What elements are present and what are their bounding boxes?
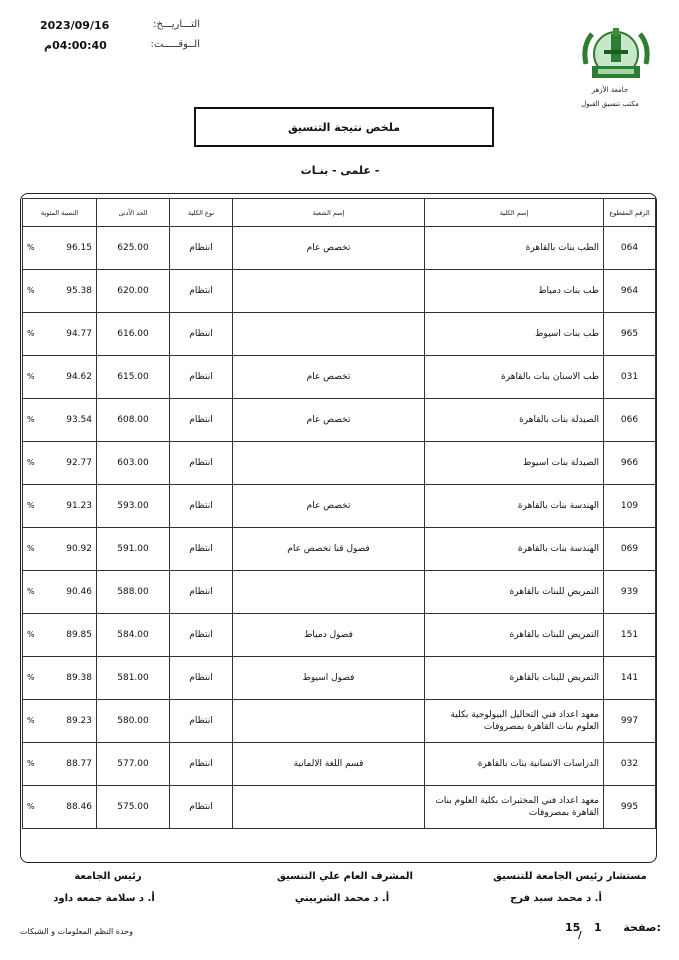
row-min-score: 581.00: [97, 657, 170, 700]
president-title: رئيس الجامعة: [74, 871, 142, 882]
supervisor-title: المشرف العام علي التنسيق: [277, 871, 413, 882]
row-faculty: الهندسة بنات بالقاهرة: [425, 485, 604, 528]
row-percentage-value: 93.54: [66, 415, 92, 425]
row-percentage: [23, 657, 97, 700]
row-code: 997: [604, 700, 656, 743]
row-code: 109: [604, 485, 656, 528]
report-subtitle: - علمى - بنـات: [300, 164, 380, 177]
row-percentage-sign: %: [27, 372, 35, 381]
row-faculty: الهندسة بنات بالقاهرة: [425, 528, 604, 571]
row-percentage-value: 89.85: [66, 630, 92, 640]
table-row: [23, 657, 656, 700]
table-body: [23, 227, 656, 829]
table-header-row: [23, 199, 656, 227]
row-percentage-value: 95.38: [66, 286, 92, 296]
row-percentage-value: 90.46: [66, 587, 92, 597]
row-min-score: 616.00: [97, 313, 170, 356]
row-specialization: تخصص عام: [233, 356, 425, 399]
row-percentage-sign: %: [27, 630, 35, 639]
row-faculty: التمريض للبنات بالقاهرة: [425, 571, 604, 614]
row-min-score: 608.00: [97, 399, 170, 442]
row-percentage: [23, 743, 97, 786]
header-min-score: الحد الأدنى: [97, 199, 170, 227]
table-row: [23, 614, 656, 657]
row-specialization: [233, 786, 425, 829]
row-percentage-value: 90.92: [66, 544, 92, 554]
row-percentage: [23, 399, 97, 442]
row-faculty: الصيدلة بنات بالقاهرة: [425, 399, 604, 442]
row-faculty: الدراسات الانسانية بنات بالقاهرة: [425, 743, 604, 786]
table-row: [23, 786, 656, 829]
row-type: انتظام: [170, 399, 233, 442]
row-percentage-sign: %: [27, 673, 35, 682]
row-min-score: 593.00: [97, 485, 170, 528]
row-type: انتظام: [170, 485, 233, 528]
row-percentage-sign: %: [27, 286, 35, 295]
row-specialization: [233, 571, 425, 614]
row-percentage: [23, 270, 97, 313]
row-specialization: قسم اللغة الالمانية: [233, 743, 425, 786]
advisor-name: أ. د محمد سيد فرج: [510, 893, 602, 904]
page-separator: /: [578, 930, 582, 941]
row-percentage: [23, 356, 97, 399]
row-percentage: [23, 700, 97, 743]
table-row: [23, 571, 656, 614]
report-title: [194, 107, 494, 147]
row-faculty: معهد اعداد فني المختبرات بكلية العلوم بنات القاهرة بمصروفات: [425, 786, 604, 829]
row-min-score: 588.00: [97, 571, 170, 614]
page-label: صفحة:: [623, 921, 661, 934]
row-min-score: 625.00: [97, 227, 170, 270]
row-percentage-sign: %: [27, 544, 35, 553]
row-percentage-sign: %: [27, 243, 35, 252]
row-code: 966: [604, 442, 656, 485]
row-faculty: التمريض للبنات بالقاهرة: [425, 614, 604, 657]
table-row: [23, 528, 656, 571]
row-percentage: [23, 485, 97, 528]
row-percentage: [23, 614, 97, 657]
university-logo-icon: [578, 24, 654, 86]
header-type: نوع الكلية: [170, 199, 233, 227]
row-percentage: [23, 227, 97, 270]
row-code: 141: [604, 657, 656, 700]
date-value: 2023/09/16: [40, 19, 110, 32]
row-min-score: 603.00: [97, 442, 170, 485]
row-faculty: التمريض للبنات بالقاهرة: [425, 657, 604, 700]
president-name: أ. د سلامة جمعه داود: [53, 893, 155, 904]
table-row: [23, 356, 656, 399]
row-type: انتظام: [170, 270, 233, 313]
row-type: انتظام: [170, 442, 233, 485]
row-percentage: [23, 786, 97, 829]
row-specialization: فصول قنا تخصص عام: [233, 528, 425, 571]
time-label: الــوقـــــت:: [150, 39, 200, 50]
row-code: 939: [604, 571, 656, 614]
page-total: 15: [565, 921, 581, 934]
row-code: 066: [604, 399, 656, 442]
row-code: 995: [604, 786, 656, 829]
row-specialization: فصول دمياط: [233, 614, 425, 657]
row-percentage-value: 89.23: [66, 716, 92, 726]
page-current: 1: [594, 921, 602, 934]
row-min-score: 577.00: [97, 743, 170, 786]
row-specialization: فصول اسيوط: [233, 657, 425, 700]
row-percentage: [23, 528, 97, 571]
row-percentage-sign: %: [27, 329, 35, 338]
header-code: الرقم المقطوع: [604, 199, 656, 227]
row-type: انتظام: [170, 571, 233, 614]
row-min-score: 584.00: [97, 614, 170, 657]
table-row: [23, 313, 656, 356]
row-type: انتظام: [170, 743, 233, 786]
time-value: 04:00:40م: [44, 39, 107, 52]
row-code: 031: [604, 356, 656, 399]
row-min-score: 620.00: [97, 270, 170, 313]
row-specialization: [233, 270, 425, 313]
row-percentage-value: 92.77: [66, 458, 92, 468]
row-code: 965: [604, 313, 656, 356]
row-percentage: [23, 571, 97, 614]
row-faculty: طب الاسنان بنات بالقاهرة: [425, 356, 604, 399]
row-percentage-sign: %: [27, 759, 35, 768]
row-type: انتظام: [170, 614, 233, 657]
row-percentage-value: 94.77: [66, 329, 92, 339]
row-type: انتظام: [170, 786, 233, 829]
row-type: انتظام: [170, 528, 233, 571]
row-percentage-value: 91.23: [66, 501, 92, 511]
table-row: [23, 485, 656, 528]
table-row: [23, 700, 656, 743]
row-percentage-sign: %: [27, 587, 35, 596]
row-type: انتظام: [170, 700, 233, 743]
row-percentage-sign: %: [27, 501, 35, 510]
row-specialization: [233, 313, 425, 356]
row-percentage-value: 88.77: [66, 759, 92, 769]
table-row: [23, 227, 656, 270]
row-type: انتظام: [170, 227, 233, 270]
row-code: 069: [604, 528, 656, 571]
row-type: انتظام: [170, 657, 233, 700]
row-faculty: معهد اعداد فني التحاليل البيولوجية بكلية العلوم بنات القاهرة بمصروفات: [425, 700, 604, 743]
row-code: 964: [604, 270, 656, 313]
row-percentage: [23, 313, 97, 356]
row-min-score: 615.00: [97, 356, 170, 399]
row-faculty: طب بنات دمياط: [425, 270, 604, 313]
row-code: 151: [604, 614, 656, 657]
row-percentage-sign: %: [27, 716, 35, 725]
header-percentage: النسبة المئوية: [23, 199, 97, 227]
row-type: انتظام: [170, 356, 233, 399]
row-percentage-sign: %: [27, 415, 35, 424]
row-percentage-value: 96.15: [66, 243, 92, 253]
row-percentage-value: 89.38: [66, 673, 92, 683]
date-label: التـــاريـــخ:: [153, 19, 200, 30]
row-percentage-value: 88.46: [66, 802, 92, 812]
row-specialization: [233, 442, 425, 485]
table-row: [23, 270, 656, 313]
office-name: مكتب تنسيق القبول: [581, 100, 639, 108]
row-faculty: طب بنات اسيوط: [425, 313, 604, 356]
supervisor-name: أ. د محمد الشربيني: [294, 893, 390, 904]
row-type: انتظام: [170, 313, 233, 356]
advisor-title: مستشار رئيس الجامعة للتنسيق: [493, 871, 647, 882]
row-specialization: تخصص عام: [233, 227, 425, 270]
header-faculty: إسم الكلية: [425, 199, 604, 227]
results-table: [22, 198, 656, 829]
header-specialization: إسم الشعبة: [233, 199, 425, 227]
row-percentage-sign: %: [27, 458, 35, 467]
table-row: [23, 743, 656, 786]
report-title-text: ملخص نتيجة التنسيق: [287, 120, 401, 134]
row-specialization: [233, 700, 425, 743]
unit-name: وحدة النظم المعلومات و الشبكات: [20, 927, 133, 936]
table-row: [23, 399, 656, 442]
row-faculty: الطب بنات بالقاهرة: [425, 227, 604, 270]
row-faculty: الصيدلة بنات اسيوط: [425, 442, 604, 485]
university-name: جامعة الأزهر: [591, 86, 629, 94]
row-min-score: 575.00: [97, 786, 170, 829]
row-percentage: [23, 442, 97, 485]
row-code: 032: [604, 743, 656, 786]
row-code: 064: [604, 227, 656, 270]
row-specialization: تخصص عام: [233, 485, 425, 528]
row-specialization: تخصص عام: [233, 399, 425, 442]
row-percentage-sign: %: [27, 802, 35, 811]
row-min-score: 580.00: [97, 700, 170, 743]
row-min-score: 591.00: [97, 528, 170, 571]
row-percentage-value: 94.62: [66, 372, 92, 382]
table-row: [23, 442, 656, 485]
